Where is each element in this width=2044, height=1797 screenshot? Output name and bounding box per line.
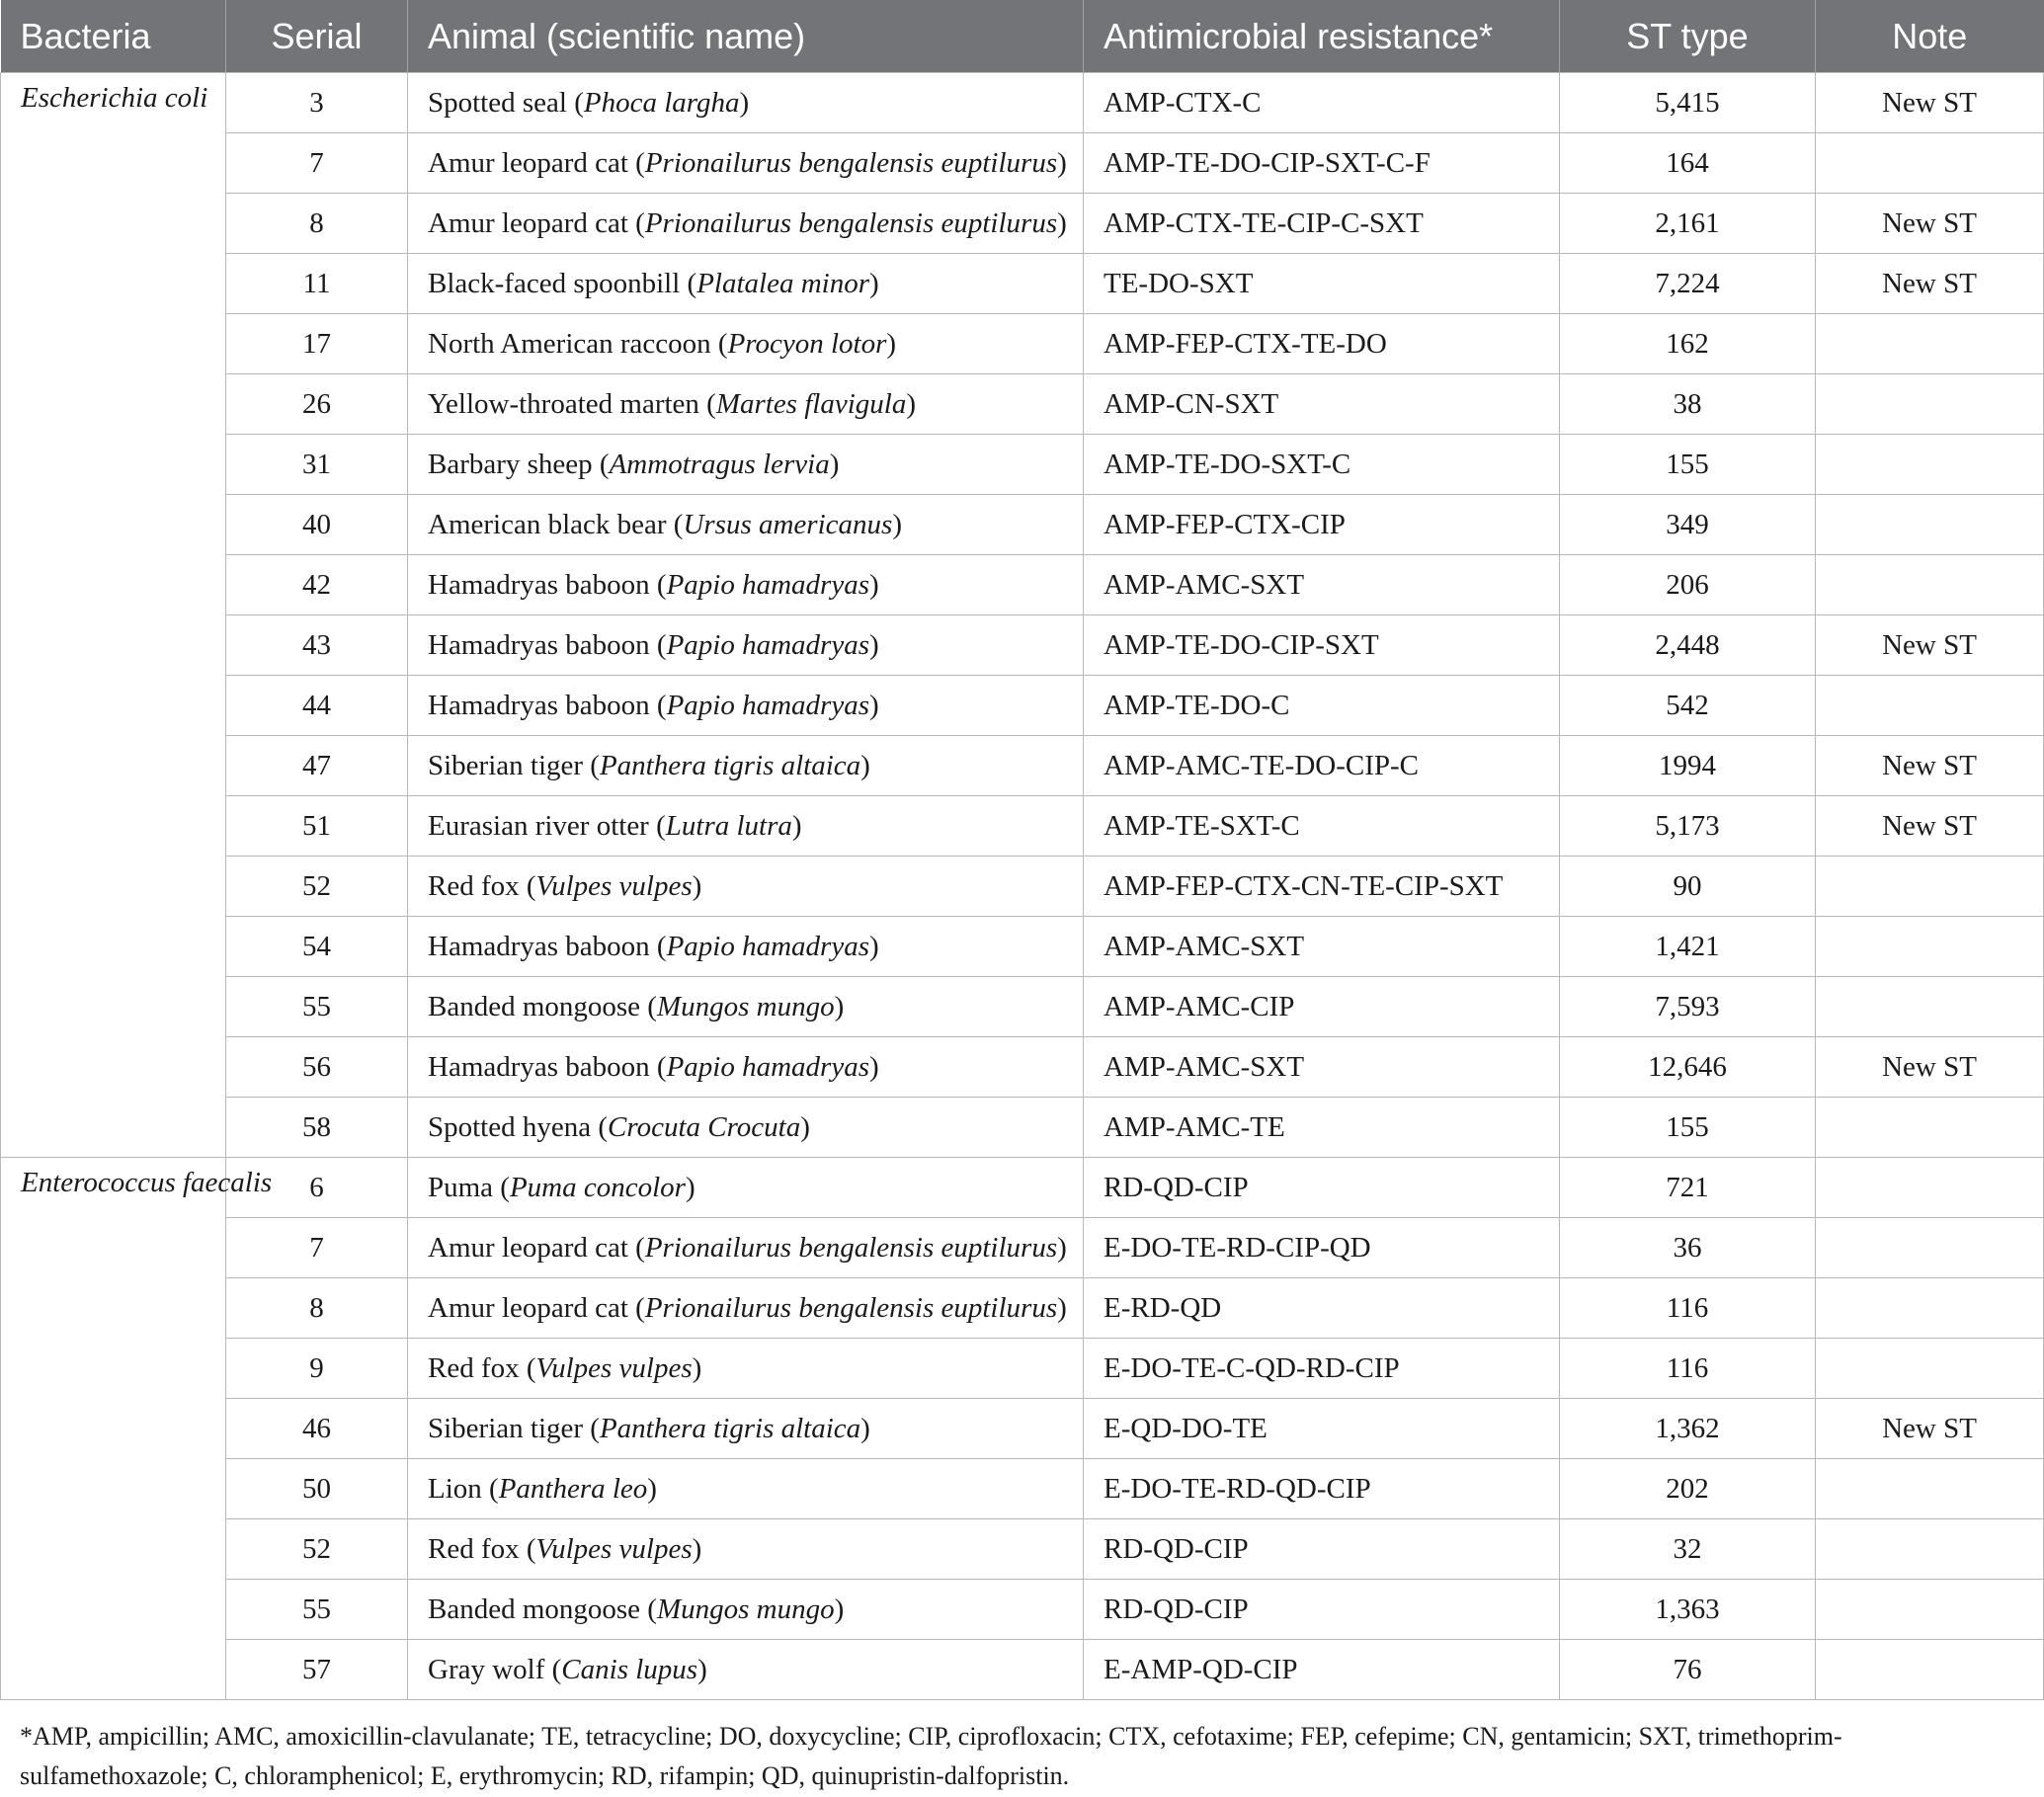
serial-cell: 44 (226, 676, 408, 736)
note-cell (1816, 1580, 2044, 1640)
table-row (1, 194, 2044, 254)
bacteria-cell: Enterococcus faecalis (1, 1158, 226, 1700)
note-cell: New ST (1816, 194, 2044, 254)
table-row (1, 1399, 2044, 1459)
serial-cell: 43 (226, 615, 408, 676)
animal-name-close: ) (886, 327, 897, 360)
resistance-cell: AMP-TE-DO-SXT-C (1084, 435, 1560, 495)
serial-cell: 40 (226, 495, 408, 555)
animal-name-close: ) (692, 1532, 702, 1565)
animal-cell (408, 1037, 1084, 1098)
resistance-cell: AMP-AMC-TE-DO-CIP-C (1084, 736, 1560, 796)
animal-common-name: Hamadryas baboon ( (428, 568, 667, 601)
animal-cell (408, 314, 1084, 374)
animal-common-name: American black bear ( (428, 508, 684, 540)
st-type-cell: 164 (1560, 133, 1816, 194)
animal-scientific-name: Prionailurus bengalensis euptilurus (644, 146, 1058, 179)
serial-cell: 50 (226, 1459, 408, 1519)
animal-cell (408, 977, 1084, 1037)
resistance-cell: AMP-CTX-C (1084, 73, 1560, 133)
animal-name-close: ) (1057, 1291, 1067, 1324)
table-row (1, 1580, 2044, 1640)
note-cell: New ST (1816, 796, 2044, 857)
animal-common-name: Gray wolf ( (428, 1653, 562, 1685)
animal-name-close: ) (692, 1351, 702, 1384)
animal-name-close: ) (869, 1050, 879, 1083)
animal-name-close: ) (739, 86, 750, 119)
st-type-cell: 7,593 (1560, 977, 1816, 1037)
animal-name-close: ) (869, 689, 879, 721)
resistance-cell: AMP-AMC-CIP (1084, 977, 1560, 1037)
st-type-cell: 1994 (1560, 736, 1816, 796)
animal-cell (408, 1218, 1084, 1278)
resistance-cell: E-DO-TE-RD-QD-CIP (1084, 1459, 1560, 1519)
animal-name-close: ) (869, 930, 879, 962)
serial-cell: 9 (226, 1339, 408, 1399)
table-row (1, 1339, 2044, 1399)
note-cell: New ST (1816, 73, 2044, 133)
animal-common-name: Siberian tiger ( (428, 749, 600, 781)
serial-cell: 58 (226, 1098, 408, 1158)
serial-cell: 17 (226, 314, 408, 374)
serial-cell: 11 (226, 254, 408, 314)
table-row (1, 1098, 2044, 1158)
animal-scientific-name: Papio hamadryas (666, 568, 870, 601)
animal-common-name: Spotted seal ( (428, 86, 584, 119)
resistance-cell: AMP-FEP-CTX-TE-DO (1084, 314, 1560, 374)
animal-common-name: Amur leopard cat ( (428, 206, 645, 239)
animal-common-name: Amur leopard cat ( (428, 1291, 645, 1324)
resistance-cell: AMP-TE-DO-C (1084, 676, 1560, 736)
serial-cell: 57 (226, 1640, 408, 1700)
note-cell (1816, 1218, 2044, 1278)
resistance-cell: RD-QD-CIP (1084, 1158, 1560, 1218)
serial-cell: 7 (226, 133, 408, 194)
animal-cell (408, 857, 1084, 917)
note-cell (1816, 1278, 2044, 1339)
st-type-cell: 76 (1560, 1640, 1816, 1700)
animal-common-name: Hamadryas baboon ( (428, 930, 667, 962)
table-row (1, 374, 2044, 435)
animal-cell (408, 615, 1084, 676)
animal-common-name: Black-faced spoonbill ( (428, 267, 697, 299)
serial-cell: 3 (226, 73, 408, 133)
animal-name-close: ) (647, 1472, 657, 1505)
animal-common-name: North American raccoon ( (428, 327, 728, 360)
st-type-cell: 155 (1560, 435, 1816, 495)
animal-common-name: Siberian tiger ( (428, 1412, 600, 1444)
header-st-type: ST type (1560, 0, 1816, 73)
st-type-cell: 202 (1560, 1459, 1816, 1519)
animal-scientific-name: Canis lupus (561, 1653, 698, 1685)
st-type-cell: 1,362 (1560, 1399, 1816, 1459)
serial-cell: 6 (226, 1158, 408, 1218)
table-row (1, 796, 2044, 857)
st-type-cell: 162 (1560, 314, 1816, 374)
animal-common-name: Lion ( (428, 1472, 499, 1505)
animal-name-close: ) (791, 809, 802, 842)
animal-cell (408, 1278, 1084, 1339)
table-body (1, 73, 2044, 1700)
animal-scientific-name: Vulpes vulpes (535, 869, 693, 902)
st-type-cell: 721 (1560, 1158, 1816, 1218)
animal-name-close: ) (860, 1412, 870, 1444)
animal-scientific-name: Ursus americanus (683, 508, 893, 540)
st-type-cell: 155 (1560, 1098, 1816, 1158)
animal-scientific-name: Prionailurus bengalensis euptilurus (644, 1291, 1058, 1324)
note-cell (1816, 495, 2044, 555)
animal-cell (408, 133, 1084, 194)
animal-scientific-name: Prionailurus bengalensis euptilurus (644, 1231, 1058, 1264)
animal-cell (408, 1640, 1084, 1700)
animal-name-close: ) (692, 869, 702, 902)
animal-cell (408, 1580, 1084, 1640)
animal-cell (408, 917, 1084, 977)
resistance-cell: AMP-CN-SXT (1084, 374, 1560, 435)
animal-cell (408, 254, 1084, 314)
serial-cell: 52 (226, 1519, 408, 1580)
animal-cell (408, 194, 1084, 254)
resistance-cell: AMP-AMC-TE (1084, 1098, 1560, 1158)
st-type-cell: 349 (1560, 495, 1816, 555)
animal-cell (408, 1519, 1084, 1580)
animal-cell (408, 435, 1084, 495)
animal-common-name: Spotted hyena ( (428, 1110, 609, 1143)
animal-scientific-name: Ammotragus lervia (609, 448, 830, 480)
note-cell (1816, 374, 2044, 435)
animal-name-close: ) (869, 628, 879, 661)
table-row (1, 254, 2044, 314)
animal-scientific-name: Papio hamadryas (666, 689, 870, 721)
animal-scientific-name: Prionailurus bengalensis euptilurus (644, 206, 1058, 239)
animal-scientific-name: Mungos mungo (656, 990, 835, 1022)
animal-scientific-name: Papio hamadryas (666, 930, 870, 962)
animal-scientific-name: Crocuta Crocuta (608, 1110, 801, 1143)
serial-cell: 26 (226, 374, 408, 435)
table-row (1, 73, 2044, 133)
animal-cell (408, 1459, 1084, 1519)
note-cell: New ST (1816, 1037, 2044, 1098)
resistance-cell: E-QD-DO-TE (1084, 1399, 1560, 1459)
header-antimicrobial-resistance: Antimicrobial resistance* (1084, 0, 1560, 73)
table-footnote: *AMP, ampicillin; AMC, amoxicillin-clavulanate; TE, tetracycline; DO, doxycycline; CIP, ciprofloxacin; CTX, cefotaxime; FEP, cefepime; CN, gentamicin; SXT, trimethoprim-sulfamethoxazole; C, chloramphenicol; E, erythromycin; RD, rifampin; QD, quinupristin-dalfopristin. (20, 1722, 1842, 1790)
animal-scientific-name: Papio hamadryas (666, 1050, 870, 1083)
resistance-cell: AMP-CTX-TE-CIP-C-SXT (1084, 194, 1560, 254)
serial-cell: 8 (226, 194, 408, 254)
resistance-cell: AMP-AMC-SXT (1084, 1037, 1560, 1098)
animal-name-close: ) (834, 990, 845, 1022)
serial-cell: 46 (226, 1399, 408, 1459)
animal-common-name: Hamadryas baboon ( (428, 628, 667, 661)
bacteria-cell: Escherichia coli (1, 73, 226, 1158)
animal-cell (408, 1158, 1084, 1218)
animal-common-name: Hamadryas baboon ( (428, 1050, 667, 1083)
serial-cell: 54 (226, 917, 408, 977)
animal-common-name: Puma ( (428, 1171, 510, 1203)
serial-cell: 55 (226, 977, 408, 1037)
resistance-cell: AMP-AMC-SXT (1084, 555, 1560, 615)
header-serial: Serial (226, 0, 408, 73)
header-bacteria: Bacteria (1, 0, 226, 73)
table-row (1, 977, 2044, 1037)
note-cell: New ST (1816, 254, 2044, 314)
animal-common-name: Red fox ( (428, 1351, 536, 1384)
serial-cell: 56 (226, 1037, 408, 1098)
st-type-cell: 1,363 (1560, 1580, 1816, 1640)
st-type-cell: 116 (1560, 1278, 1816, 1339)
note-cell (1816, 1339, 2044, 1399)
note-cell (1816, 435, 2044, 495)
animal-common-name: Banded mongoose ( (428, 1593, 657, 1625)
serial-cell: 7 (226, 1218, 408, 1278)
note-cell: New ST (1816, 615, 2044, 676)
st-type-cell: 38 (1560, 374, 1816, 435)
resistance-cell: RD-QD-CIP (1084, 1519, 1560, 1580)
resistance-cell: AMP-FEP-CTX-CIP (1084, 495, 1560, 555)
animal-scientific-name: Panthera tigris altaica (599, 749, 861, 781)
serial-cell: 31 (226, 435, 408, 495)
animal-scientific-name: Mungos mungo (656, 1593, 835, 1625)
resistance-cell: E-DO-TE-RD-CIP-QD (1084, 1218, 1560, 1278)
table-row (1, 1459, 2044, 1519)
animal-scientific-name: Panthera tigris altaica (599, 1412, 861, 1444)
table-row (1, 1519, 2044, 1580)
note-cell (1816, 133, 2044, 194)
table-row (1, 133, 2044, 194)
resistance-cell: TE-DO-SXT (1084, 254, 1560, 314)
note-cell (1816, 1519, 2044, 1580)
animal-common-name: Amur leopard cat ( (428, 1231, 645, 1264)
resistance-cell: RD-QD-CIP (1084, 1580, 1560, 1640)
animal-name-close: ) (892, 508, 902, 540)
note-cell (1816, 1640, 2044, 1700)
note-cell: New ST (1816, 736, 2044, 796)
resistance-cell: AMP-TE-SXT-C (1084, 796, 1560, 857)
note-cell (1816, 977, 2044, 1037)
st-type-cell: 2,448 (1560, 615, 1816, 676)
animal-common-name: Banded mongoose ( (428, 990, 657, 1022)
animal-scientific-name: Procyon lotor (727, 327, 887, 360)
header-note: Note (1816, 0, 2044, 73)
resistance-cell: E-AMP-QD-CIP (1084, 1640, 1560, 1700)
serial-cell: 42 (226, 555, 408, 615)
table-row (1, 555, 2044, 615)
note-cell (1816, 314, 2044, 374)
animal-cell (408, 1339, 1084, 1399)
table-row (1, 1037, 2044, 1098)
animal-name-close: ) (869, 568, 879, 601)
st-type-cell: 12,646 (1560, 1037, 1816, 1098)
animal-cell (408, 796, 1084, 857)
animal-name-close: ) (829, 448, 840, 480)
st-type-cell: 2,161 (1560, 194, 1816, 254)
animal-cell (408, 676, 1084, 736)
animal-cell (408, 495, 1084, 555)
animal-name-close: ) (685, 1171, 695, 1203)
animal-cell (408, 555, 1084, 615)
table-row (1, 495, 2044, 555)
animal-name-close: ) (860, 749, 870, 781)
serial-cell: 51 (226, 796, 408, 857)
animal-common-name: Yellow-throated marten ( (428, 387, 716, 420)
resistance-cell: AMP-FEP-CTX-CN-TE-CIP-SXT (1084, 857, 1560, 917)
table-row (1, 1158, 2044, 1218)
resistance-cell: E-DO-TE-C-QD-RD-CIP (1084, 1339, 1560, 1399)
animal-scientific-name: Vulpes vulpes (535, 1532, 693, 1565)
table-row (1, 676, 2044, 736)
animal-name-close: ) (697, 1653, 707, 1685)
animal-name-close: ) (1057, 146, 1067, 179)
animal-name-close: ) (906, 387, 916, 420)
table-row (1, 435, 2044, 495)
st-type-cell: 32 (1560, 1519, 1816, 1580)
st-type-cell: 36 (1560, 1218, 1816, 1278)
animal-scientific-name: Martes flavigula (715, 387, 907, 420)
note-cell (1816, 1459, 2044, 1519)
animal-common-name: Barbary sheep ( (428, 448, 610, 480)
table-row (1, 1218, 2044, 1278)
animal-cell (408, 1098, 1084, 1158)
header-row (1, 0, 2044, 73)
st-type-cell: 542 (1560, 676, 1816, 736)
st-type-cell: 7,224 (1560, 254, 1816, 314)
serial-cell: 47 (226, 736, 408, 796)
serial-cell: 55 (226, 1580, 408, 1640)
animal-scientific-name: Platalea minor (696, 267, 869, 299)
animal-name-close: ) (1057, 1231, 1067, 1264)
note-cell (1816, 555, 2044, 615)
animal-scientific-name: Lutra lutra (665, 809, 792, 842)
st-type-cell: 5,415 (1560, 73, 1816, 133)
animal-scientific-name: Vulpes vulpes (535, 1351, 693, 1384)
animal-cell (408, 73, 1084, 133)
animal-common-name: Amur leopard cat ( (428, 146, 645, 179)
animal-common-name: Eurasian river otter ( (428, 809, 666, 842)
table-row (1, 857, 2044, 917)
table-row (1, 1640, 2044, 1700)
st-type-cell: 116 (1560, 1339, 1816, 1399)
table-row (1, 736, 2044, 796)
animal-name-close: ) (834, 1593, 845, 1625)
note-cell: New ST (1816, 1399, 2044, 1459)
animal-name-close: ) (800, 1110, 810, 1143)
note-cell (1816, 857, 2044, 917)
animal-common-name: Red fox ( (428, 1532, 536, 1565)
st-type-cell: 206 (1560, 555, 1816, 615)
st-type-cell: 5,173 (1560, 796, 1816, 857)
animal-name-close: ) (868, 267, 879, 299)
animal-scientific-name: Papio hamadryas (666, 628, 870, 661)
animal-cell (408, 1399, 1084, 1459)
animal-scientific-name: Phoca largha (583, 86, 740, 119)
note-cell (1816, 1158, 2044, 1218)
animal-cell (408, 736, 1084, 796)
animal-scientific-name: Puma concolor (509, 1171, 686, 1203)
animal-common-name: Red fox ( (428, 869, 536, 902)
animal-common-name: Hamadryas baboon ( (428, 689, 667, 721)
animal-cell (408, 374, 1084, 435)
serial-cell: 8 (226, 1278, 408, 1339)
note-cell (1816, 676, 2044, 736)
table-row (1, 917, 2044, 977)
st-type-cell: 1,421 (1560, 917, 1816, 977)
table-row (1, 1278, 2044, 1339)
header-animal: Animal (scientific name) (408, 0, 1084, 73)
resistance-cell: AMP-AMC-SXT (1084, 917, 1560, 977)
table-row (1, 314, 2044, 374)
animal-scientific-name: Panthera leo (498, 1472, 648, 1505)
table-row (1, 615, 2044, 676)
animal-name-close: ) (1057, 206, 1067, 239)
note-cell (1816, 917, 2044, 977)
resistance-cell: AMP-TE-DO-CIP-SXT (1084, 615, 1560, 676)
serial-cell: 52 (226, 857, 408, 917)
note-cell (1816, 1098, 2044, 1158)
resistance-cell: AMP-TE-DO-CIP-SXT-C-F (1084, 133, 1560, 194)
st-type-cell: 90 (1560, 857, 1816, 917)
resistance-cell: E-RD-QD (1084, 1278, 1560, 1339)
